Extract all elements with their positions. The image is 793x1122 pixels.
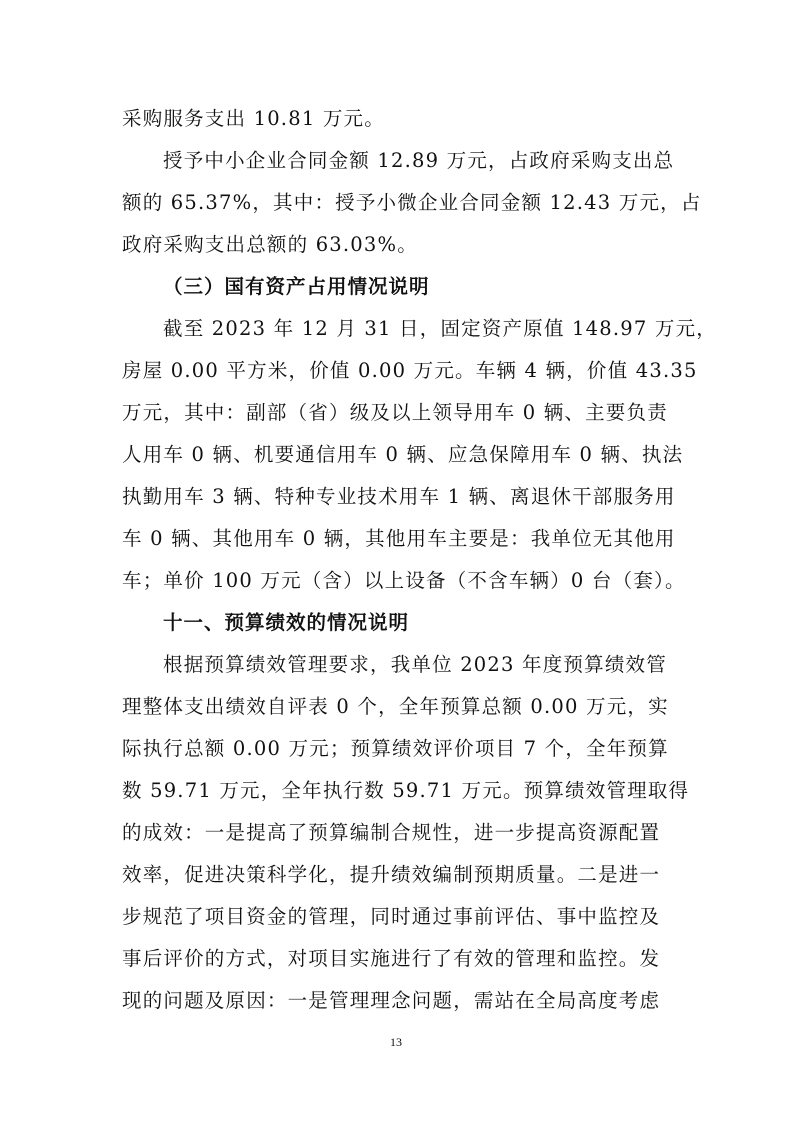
body-text-line: 效率，促进决策科学化，提升绩效编制预期质量。二是进一 bbox=[122, 863, 661, 886]
body-text-line: 政府采购支出总额的 63.03%。 bbox=[122, 233, 418, 256]
body-text-line: 采购服务支出 10.81 万元。 bbox=[122, 107, 385, 130]
paragraph-first-line: 授予中小企业合同金额 12.89 万元，占政府采购支出总 bbox=[163, 149, 675, 172]
body-text-line: 际执行总额 0.00 万元；预算绩效评价项目 7 个，全年预算 bbox=[122, 737, 669, 760]
body-text-line: 车 0 辆、其他用车 0 辆，其他用车主要是：我单位无其他用 bbox=[122, 527, 676, 550]
section-heading-state-assets: （三）国有资产占用情况说明 bbox=[163, 275, 430, 298]
body-text-line: 人用车 0 辆、机要通信用车 0 辆、应急保障用车 0 辆、执法 bbox=[122, 443, 684, 466]
body-text-line: 执勤用车 3 辆、特种专业技术用车 1 辆、离退休干部服务用 bbox=[122, 485, 676, 508]
body-text-line: 房屋 0.00 平方米，价值 0.00 万元。车辆 4 辆，价值 43.35 bbox=[122, 359, 698, 382]
body-text-line: 现的问题及原因：一是管理理念问题，需站在全局高度考虑 bbox=[122, 989, 661, 1012]
paragraph-first-line: 根据预算绩效管理要求，我单位 2023 年度预算绩效管 bbox=[163, 653, 667, 676]
body-text-line: 额的 65.37%，其中：授予小微企业合同金额 12.43 万元，占 bbox=[122, 191, 702, 214]
body-text-line: 数 59.71 万元，全年执行数 59.71 万元。预算绩效管理取得 bbox=[122, 779, 690, 802]
body-text-line: 步规范了项目资金的管理，同时通过事前评估、事中监控及 bbox=[122, 905, 661, 928]
paragraph-first-line: 截至 2023 年 12 月 31 日，固定资产原值 148.97 万元， bbox=[163, 317, 717, 340]
body-text-line: 车；单价 100 万元（含）以上设备（不含车辆）0 台（套）。 bbox=[122, 569, 686, 592]
page-number: 13 bbox=[390, 1035, 402, 1049]
body-text-line: 的成效：一是提高了预算编制合规性，进一步提高资源配置 bbox=[122, 821, 661, 844]
body-text-line: 理整体支出绩效自评表 0 个，全年预算总额 0.00 万元，实 bbox=[122, 695, 669, 718]
section-heading-performance: 十一、预算绩效的情况说明 bbox=[163, 611, 410, 634]
body-text-line: 事后评价的方式，对项目实施进行了有效的管理和监控。发 bbox=[122, 947, 661, 970]
body-text-line: 万元，其中：副部（省）级及以上领导用车 0 辆、主要负责 bbox=[122, 401, 668, 424]
